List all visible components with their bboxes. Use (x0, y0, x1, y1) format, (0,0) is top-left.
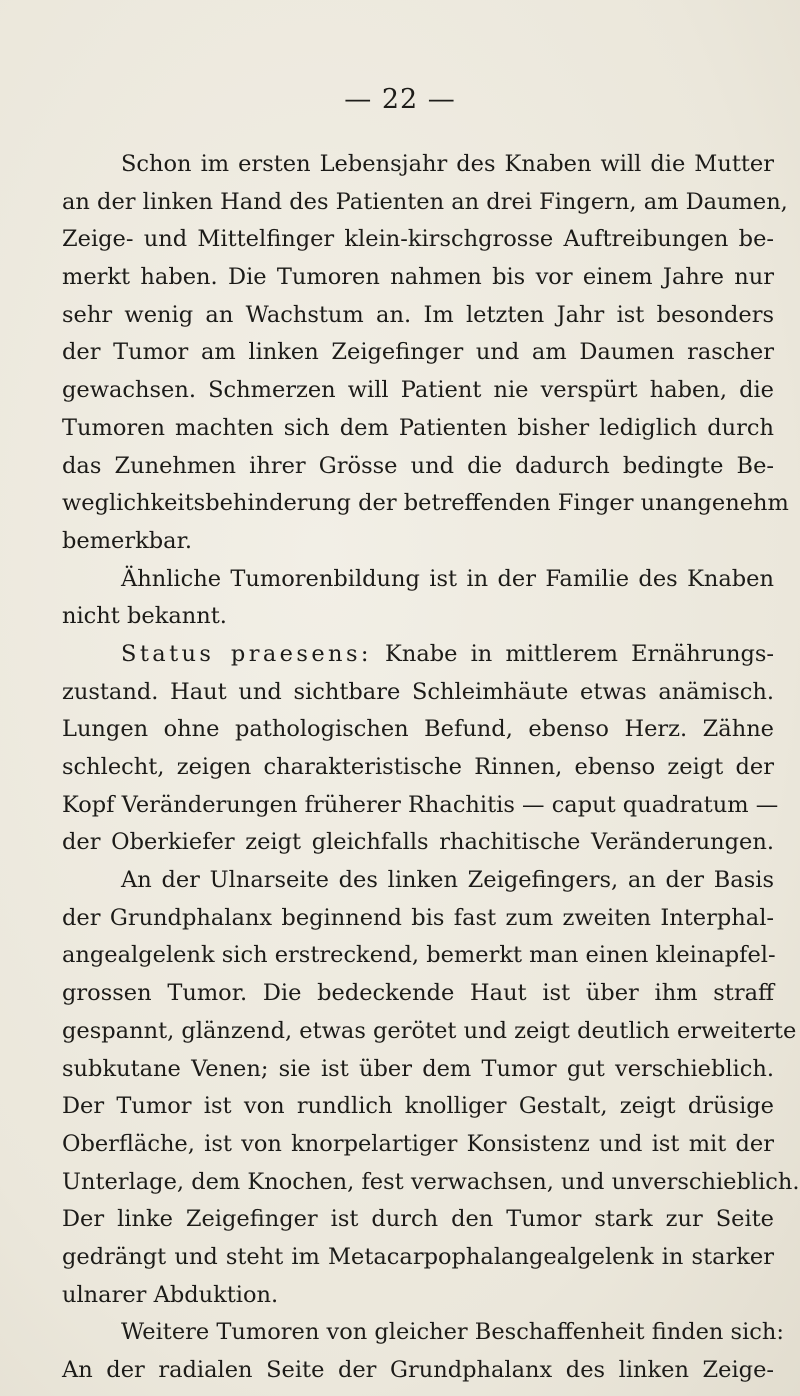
text-line: Weitere Tumoren von gleicher Beschaffenheit finden sich: (121, 1319, 784, 1346)
text-line (62, 636, 774, 674)
body-text (62, 146, 800, 1390)
text-line: An der radialen Seite der Grundphalanx des linken Zeige- (62, 1357, 774, 1383)
text-line: an der linken Hand des Patienten an drei Fingern, am Daumen, (62, 188, 788, 215)
text-line: zustand. Haut und sichtbare Schleimhäute etwas anämisch. (62, 678, 774, 705)
text-line: gewachsen. Schmerzen will Patient nie verspürt haben, die (62, 377, 774, 404)
text-line: Unterlage, dem Knochen, fest verwachsen, und unverschieblich. (62, 1168, 800, 1195)
text-line: bemerkbar. (62, 527, 193, 554)
text-line: Oberfläche, ist von knorpelartiger Konsistenz und ist mit der (62, 1130, 774, 1157)
text-line: nicht bekannt. (62, 603, 227, 630)
text-line: Ähnliche Tumorenbildung ist in der Familie des Knaben (121, 565, 774, 592)
text-line: Zeige- und Mittelfinger klein-kirschgrosse Auftreibungen be- (62, 226, 774, 253)
text-line: der Tumor am linken Zeigefinger und am Daumen rascher (62, 339, 774, 366)
text-line: Der linke Zeigefinger ist durch den Tumor stark zur Seite (62, 1206, 774, 1233)
text-line: ulnarer Abduktion. (62, 1281, 279, 1308)
text-line: Lungen ohne pathologischen Befund, ebenso Herz. Zähne (62, 716, 774, 743)
text-line: Schon im ersten Lebensjahr des Knaben will die Mutter (121, 151, 774, 177)
text-line: der Grundphalanx beginnend bis fast zum zweiten Interphal- (62, 904, 774, 931)
text-line: Tumoren machten sich dem Patienten bisher lediglich durch (62, 414, 774, 441)
text-line: gedrängt und steht im Metacarpophalangealgelenk in starker (62, 1243, 774, 1270)
text-line: grossen Tumor. Die bedeckende Haut ist über ihm straff (62, 980, 774, 1007)
text-line: schlecht, zeigen charakteristische Rinnen, ebenso zeigt der (62, 754, 774, 780)
page-number: — 22 — (344, 84, 456, 115)
text-line: subkutane Venen; sie ist über dem Tumor gut verschieblich. (62, 1055, 774, 1082)
text-line: das Zunehmen ihrer Grösse und die dadurch bedingte Be- (62, 452, 774, 479)
text-line: der Oberkiefer zeigt gleichfalls rhachitische Veränderungen. (62, 829, 774, 856)
text-line: merkt haben. Die Tumoren nahmen bis vor einem Jahre nur (62, 264, 774, 291)
text-line: weglichkeitsbehinderung der betreffenden Finger unangenehm (62, 490, 789, 517)
text-line: sehr wenig an Wachstum an. Im letzten Jahr ist besonders (62, 301, 774, 328)
text-line: angealgelenk sich erstreckend, bemerkt man einen kleinapfel- (62, 942, 776, 969)
spaced-heading: Status praesens: (121, 640, 372, 667)
text-line: Kopf Veränderungen früherer Rhachitis — caput quadratum — (62, 791, 779, 818)
text-line: gespannt, glänzend, etwas gerötet und zeigt deutlich erweiterte (62, 1017, 797, 1044)
text-line: An der Ulnarseite des linken Zeigefingers, an der Basis (121, 867, 774, 894)
text-line-rest: Knabe in mittlerem Ernährungs- (371, 640, 774, 667)
text-line: Der Tumor ist von rundlich knolliger Gestalt, zeigt drüsige (62, 1093, 774, 1120)
